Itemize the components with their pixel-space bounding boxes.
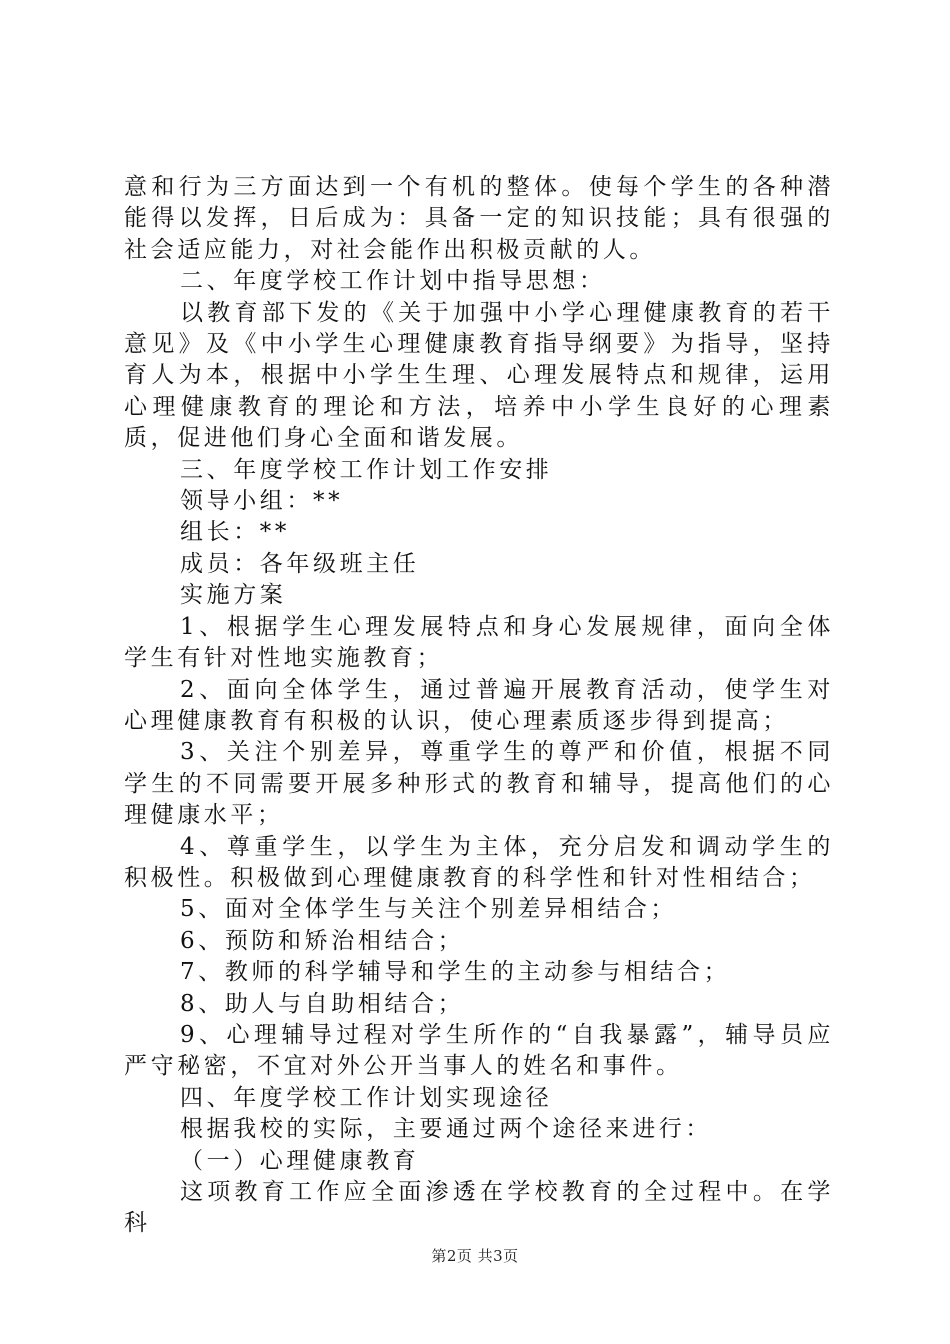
plan-item-1: 1、根据学生心理发展特点和身心发展规律，面向全体学生有针对性地实施教育； [124, 613, 834, 672]
page-number-footer: 第2页 共3页 [431, 1247, 519, 1265]
group-leader: 组长：** [180, 519, 290, 546]
paragraph-final: 这项教育工作应全面渗透在学校教育的全过程中。在学科 [124, 1179, 834, 1237]
plan-item-5: 5、面对全体学生与关注个别差异相结合； [180, 896, 678, 923]
implementation-plan-heading: 实施方案 [180, 582, 287, 609]
section-heading-3: 三、年度学校工作计划工作安排 [180, 456, 553, 483]
plan-item-4: 4、尊重学生，以学生为主体，充分启发和调动学生的积极性。积极做到心理健康教育的科学性和针对性相结合； [124, 833, 834, 891]
paragraph-approach: 根据我校的实际，主要通过两个途径来进行： [180, 1116, 712, 1143]
document-body [124, 172, 834, 1240]
subsection-heading-1: （一）心理健康教育 [180, 1147, 420, 1174]
section-heading-4: 四、年度学校工作计划实现途径 [180, 1084, 553, 1111]
plan-item-6: 6、预防和矫治相结合； [180, 927, 465, 954]
paragraph-guiding-thought: 以教育部下发的《关于加强中小学心理健康教育的若干意见》及《中小学生心理健康教育指导纲要》为指导，坚持育人为本，根据中小学生生理、心理发展特点和规律，运用心理健康教育的理论和方法，培养中小学生良好的心理素质，促进他们身心全面和谐发展。 [124, 299, 834, 452]
leadership-group: 领导小组：** [180, 488, 344, 515]
plan-item-7: 7、教师的科学辅导和学生的主动参与相结合； [180, 959, 731, 986]
section-heading-2: 二、年度学校工作计划中指导思想： [180, 268, 606, 295]
plan-item-3: 3、关注个别差异，尊重学生的尊严和价值，根据不同学生的不同需要开展多种形式的教育和辅导，提高他们的心理健康水平； [124, 739, 834, 829]
plan-item-9: 9、心理辅导过程对学生所作的“自我暴露”，辅导员应严守秘密，不宜对外公开当事人的姓名和事件。 [124, 1021, 834, 1080]
plan-item-8: 8、助人与自助相结合； [180, 990, 465, 1017]
plan-item-2: 2、面向全体学生，通过普遍开展教育活动，使学生对心理健康教育有积极的认识，使心理素质逐步得到提高； [124, 676, 834, 734]
paragraph-0: 意和行为三方面达到一个有机的整体。使每个学生的各种潜能得以发挥，日后成为：具备一定的知识技能；具有很强的社会适应能力，对社会能作出积极贡献的人。 [124, 174, 834, 263]
members: 成员：各年级班主任 [180, 550, 420, 577]
